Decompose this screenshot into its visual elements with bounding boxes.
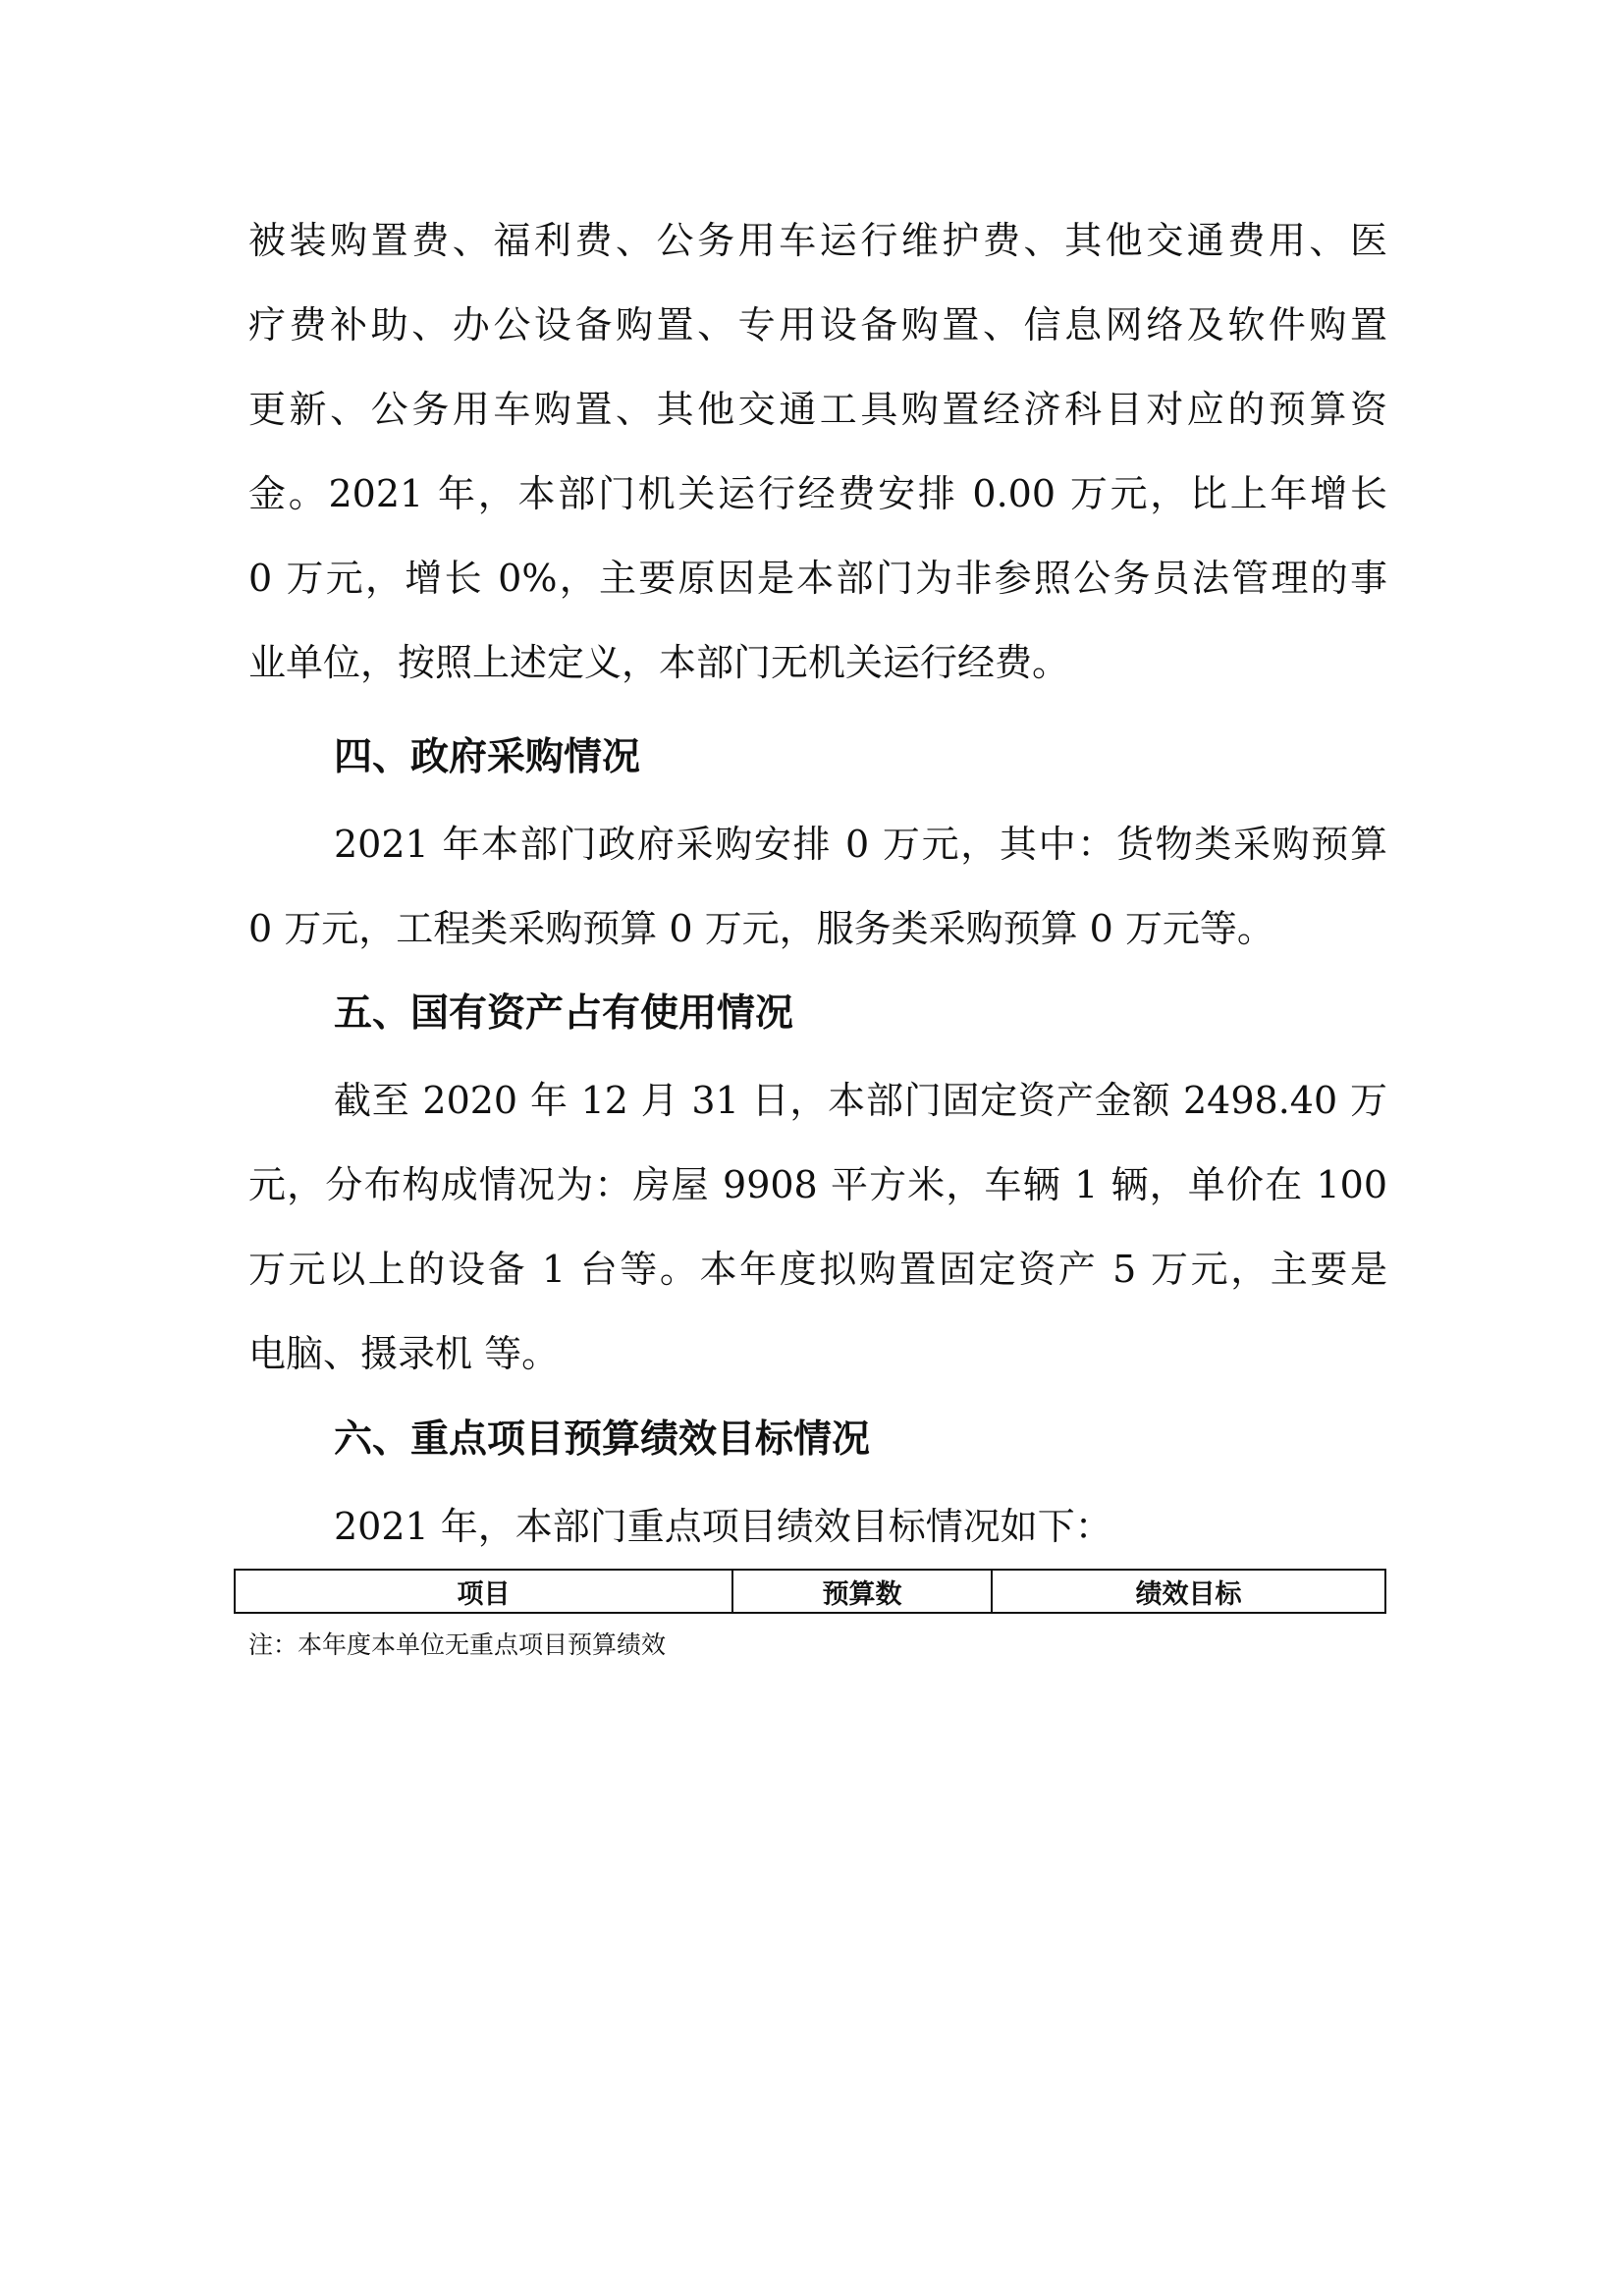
body-text-line: 0 万元，增长 0%，主要原因是本部门为非参照公务员法管理的事 bbox=[248, 557, 1387, 600]
body-text-line: 被装购置费、福利费、公务用车运行维护费、其他交通费用、医 bbox=[248, 219, 1387, 262]
body-text-line: 疗费补助、办公设备购置、专用设备购置、信息网络及软件购置 bbox=[248, 303, 1387, 347]
column-header-budget: 预算数 bbox=[732, 1570, 992, 1613]
body-text-line: 电脑、摄录机 等。 bbox=[248, 1332, 560, 1375]
body-text-line: 截至 2020 年 12 月 31 日，本部门固定资产金额 2498.40 万 bbox=[334, 1079, 1387, 1122]
body-text-line: 0 万元，工程类采购预算 0 万元，服务类采购预算 0 万元等。 bbox=[248, 907, 1274, 950]
body-text-line: 金。2021 年，本部门机关运行经费安排 0.00 万元，比上年增长 bbox=[248, 472, 1387, 515]
section-heading-procurement: 四、政府采购情况 bbox=[334, 735, 641, 779]
body-text-line: 元，分布构成情况为：房屋 9908 平方米，车辆 1 辆，单价在 100 bbox=[248, 1163, 1387, 1206]
body-text-line: 万元以上的设备 1 台等。本年度拟购置固定资产 5 万元，主要是 bbox=[248, 1248, 1387, 1291]
table-note: 注：本年度本单位无重点项目预算绩效 bbox=[248, 1630, 667, 1659]
table-header-row bbox=[235, 1570, 1385, 1613]
section-heading-assets: 五、国有资产占有使用情况 bbox=[334, 991, 794, 1036]
column-header-project: 项目 bbox=[235, 1570, 732, 1613]
column-header-target: 绩效目标 bbox=[992, 1570, 1385, 1613]
body-text-line: 2021 年本部门政府采购安排 0 万元，其中：货物类采购预算 bbox=[334, 823, 1387, 866]
section-heading-performance: 六、重点项目预算绩效目标情况 bbox=[334, 1417, 871, 1462]
performance-table bbox=[234, 1569, 1386, 1614]
body-text-line: 业单位，按照上述定义，本部门无机关运行经费。 bbox=[248, 641, 1070, 684]
body-text-line: 更新、公务用车购置、其他交通工具购置经济科目对应的预算资 bbox=[248, 388, 1387, 431]
body-text-line: 2021 年，本部门重点项目绩效目标情况如下： bbox=[334, 1505, 1112, 1548]
